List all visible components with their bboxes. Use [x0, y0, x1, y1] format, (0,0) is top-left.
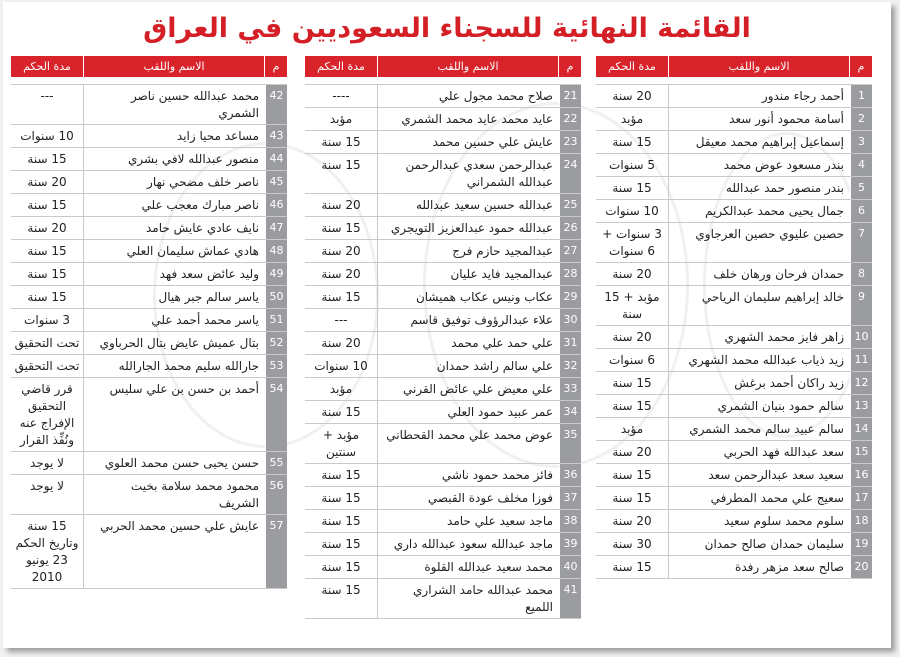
table-body [305, 84, 581, 619]
prisoner-name: هادي عماش سليمان العلي [83, 240, 265, 262]
table-row [305, 487, 581, 510]
row-number: 36 [559, 464, 581, 486]
prisoner-name: سعيد سعد عبدالرحمن سعد [668, 464, 850, 486]
header-num: م [264, 56, 287, 77]
prisoner-name: جمال يحيى محمد عبدالكريم [668, 200, 850, 222]
table-row [305, 154, 581, 194]
sentence-duration: 20 سنة [321, 336, 361, 350]
prisoner-name: جارالله سليم محمد الجارالله [83, 355, 265, 377]
prisoner-name: ماجد سعيد علي حامد [377, 510, 559, 532]
table-row [305, 378, 581, 401]
sentence-duration: 20 سنة [612, 514, 652, 528]
table-row [596, 108, 872, 131]
prisoner-name: زيد راكان أحمد برغش [668, 372, 850, 394]
sentence-duration: 15 سنة [321, 537, 361, 551]
table-row [596, 556, 872, 579]
sentence-duration: 20 سنة [27, 175, 67, 189]
row-number: 3 [850, 131, 872, 153]
sentence-duration: مؤبد + سنتين [322, 428, 360, 459]
row-number: 43 [265, 125, 287, 147]
sentence-duration: 15 سنة [321, 560, 361, 574]
table-row [11, 263, 287, 286]
table-row [596, 441, 872, 464]
prisoner-name: علي حمد علي محمد [377, 332, 559, 354]
table-row [305, 510, 581, 533]
table-row [305, 194, 581, 217]
table-row [596, 372, 872, 395]
sentence-duration: 3 سنوات [24, 313, 70, 327]
prisoner-name: زيد ذياب عبدالله محمد الشهري [668, 349, 850, 371]
table-row [305, 108, 581, 131]
prisoner-name: عوض محمد علي محمد القحطاني [377, 424, 559, 463]
prisoner-name: بندر مسعود عوض محمد [668, 154, 850, 176]
sentence-duration: 15 سنة [612, 399, 652, 413]
table-row [305, 131, 581, 154]
sentence-duration: 20 سنة [321, 244, 361, 258]
prisoner-name: محمد سعيد عبدالله القلوة [377, 556, 559, 578]
table-row [11, 309, 287, 332]
sentence-duration: 20 سنة [612, 89, 652, 103]
table-row [11, 332, 287, 355]
prisoner-name: صالح سعد مزهر رفدة [668, 556, 850, 578]
table-header [305, 56, 581, 77]
sentence-duration: 5 سنوات [609, 158, 655, 172]
sentence-duration: لا يوجد [30, 479, 64, 493]
sentence-duration: 20 سنة [321, 267, 361, 281]
prisoner-name: محمد عبدالله حامد الشراري اللميع [377, 579, 559, 618]
header-name: الاسم واللقب [377, 56, 558, 77]
table-row [596, 418, 872, 441]
row-number: 5 [850, 177, 872, 199]
row-number: 42 [265, 85, 287, 124]
prisoner-name: ياسر محمد أحمد علي [83, 309, 265, 331]
row-number: 52 [265, 332, 287, 354]
prisoner-name: حصين عليوي حصين العرجاوي [668, 223, 850, 262]
prisoner-name: فوزا مخلف عودة القبصي [377, 487, 559, 509]
prisoner-name: ناصر خلف مضحي نهار [83, 171, 265, 193]
sentence-duration: 15 سنة [612, 135, 652, 149]
sentence-duration: 15 سنة [612, 491, 652, 505]
sentence-duration: 15 سنة [27, 244, 67, 258]
prisoner-name: سعيج علي محمد المطرفي [668, 487, 850, 509]
table-row [596, 200, 872, 223]
prisoner-name: عايش علي حسين محمد [377, 131, 559, 153]
table-row [596, 395, 872, 418]
sentence-duration: 15 سنة [321, 135, 361, 149]
sentence-duration: قرر قاضي التحقيق الإفراج عنه ونُفِّذ القرار [19, 382, 75, 447]
row-number: 9 [850, 286, 872, 325]
prisoner-name: عبدالمجيد حازم فرج [377, 240, 559, 262]
header-duration: مدة الحكم [317, 60, 365, 73]
sentence-duration: 15 سنة [321, 468, 361, 482]
table-row [11, 240, 287, 263]
sentence-duration: 15 سنة [27, 152, 67, 166]
row-number: 1 [850, 85, 872, 107]
sentence-duration: 15 سنة [612, 468, 652, 482]
row-number: 32 [559, 355, 581, 377]
table-row [11, 515, 287, 589]
row-number: 25 [559, 194, 581, 216]
prisoner-name: نايف عادي عايش حامد [83, 217, 265, 239]
table-body [596, 84, 872, 579]
table-row [596, 263, 872, 286]
table-row [305, 217, 581, 240]
row-number: 23 [559, 131, 581, 153]
row-number: 47 [265, 217, 287, 239]
sentence-duration: 15 سنة [321, 583, 361, 597]
row-number: 40 [559, 556, 581, 578]
table-body [11, 84, 287, 589]
table-row [596, 464, 872, 487]
sentence-duration: 15 سنة [27, 198, 67, 212]
sentence-duration: 20 سنة [27, 221, 67, 235]
prisoner-name: عكاب ونيس عكاب هميشان [377, 286, 559, 308]
row-number: 34 [559, 401, 581, 423]
row-number: 38 [559, 510, 581, 532]
sentence-duration: 15 سنة [321, 514, 361, 528]
table-row [305, 464, 581, 487]
prisoner-name: عبدالله حسين سعيد عبدالله [377, 194, 559, 216]
prisoner-name: علي معيض علي عائض القرني [377, 378, 559, 400]
table-row [596, 326, 872, 349]
header-name: الاسم واللقب [83, 56, 264, 77]
table-row [596, 286, 872, 326]
sentence-duration: مؤبد [329, 112, 353, 126]
table-row [596, 223, 872, 263]
table-row [596, 349, 872, 372]
sentence-duration: 15 سنة [612, 181, 652, 195]
table-row [11, 217, 287, 240]
row-number: 55 [265, 452, 287, 474]
prisoner-name: حسن يحيى حسن محمد العلوي [83, 452, 265, 474]
row-number: 30 [559, 309, 581, 331]
table-row [305, 355, 581, 378]
prisoner-name: أسامة محمود أنور سعد [668, 108, 850, 130]
table-row [596, 510, 872, 533]
prisoner-name: سالم حمود بنيان الشمري [668, 395, 850, 417]
header-num: م [558, 56, 581, 77]
table-row [305, 332, 581, 355]
row-number: 50 [265, 286, 287, 308]
prisoner-name: إسماعيل إبراهيم محمد معيقل [668, 131, 850, 153]
row-number: 37 [559, 487, 581, 509]
sentence-duration: 10 سنوات [314, 359, 368, 373]
sentence-duration: 15 سنة وتاريخ الحكم 23 يونيو 2010 [15, 519, 79, 584]
row-number: 6 [850, 200, 872, 222]
row-number: 21 [559, 85, 581, 107]
table-row [11, 378, 287, 452]
sentence-duration: 15 سنة [612, 376, 652, 390]
sentence-duration: 20 سنة [612, 330, 652, 344]
row-number: 17 [850, 487, 872, 509]
prisoner-name: أحمد بن حسن بن علي سليس [83, 378, 265, 451]
table-column-2 [305, 56, 581, 619]
table-row [11, 286, 287, 309]
row-number: 14 [850, 418, 872, 440]
row-number: 2 [850, 108, 872, 130]
row-number: 44 [265, 148, 287, 170]
sentence-duration: 10 سنوات [605, 204, 659, 218]
row-number: 11 [850, 349, 872, 371]
prisoner-name: منصور عبدالله لافي بشري [83, 148, 265, 170]
row-number: 54 [265, 378, 287, 451]
sentence-duration: 15 سنة [321, 491, 361, 505]
header-name: الاسم واللقب [668, 56, 849, 77]
sentence-duration: تحت التحقيق [14, 336, 80, 350]
prisoner-name: بندر منصور حمد عبدالله [668, 177, 850, 199]
sentence-duration: 20 سنة [612, 445, 652, 459]
row-number: 53 [265, 355, 287, 377]
row-number: 15 [850, 441, 872, 463]
prisoner-name: زاهر فايز محمد الشهري [668, 326, 850, 348]
sentence-duration: --- [334, 313, 348, 327]
row-number: 12 [850, 372, 872, 394]
table-row [596, 131, 872, 154]
row-number: 48 [265, 240, 287, 262]
row-number: 22 [559, 108, 581, 130]
table-row [11, 171, 287, 194]
sentence-duration: 10 سنوات [20, 129, 74, 143]
sentence-duration: 6 سنوات [609, 353, 655, 367]
row-number: 27 [559, 240, 581, 262]
table-row [596, 154, 872, 177]
row-number: 18 [850, 510, 872, 532]
row-number: 10 [850, 326, 872, 348]
table-row [11, 452, 287, 475]
prisoner-name: محمد عبدالله حسين ناصر الشمري [83, 85, 265, 124]
sentence-duration: مؤبد [620, 422, 644, 436]
sentence-duration: ---- [332, 89, 350, 103]
row-number: 16 [850, 464, 872, 486]
prisoner-name: وليد عائض سعد فهد [83, 263, 265, 285]
prisoner-name: عبدالله حمود عبدالعزيز التويجري [377, 217, 559, 239]
prisoner-name: عايد محمد عايد محمد الشمري [377, 108, 559, 130]
sentence-duration: مؤبد [329, 382, 353, 396]
header-duration: مدة الحكم [608, 60, 656, 73]
table-row [596, 177, 872, 200]
sentence-duration: 30 سنة [612, 537, 652, 551]
sentence-duration: 15 سنة [321, 221, 361, 235]
prisoner-name: خالد إبراهيم سليمان الرياحي [668, 286, 850, 325]
header-duration: مدة الحكم [23, 60, 71, 73]
row-number: 46 [265, 194, 287, 216]
row-number: 41 [559, 579, 581, 618]
row-number: 49 [265, 263, 287, 285]
table-row [305, 263, 581, 286]
sentence-duration: 3 سنوات + 6 سنوات [602, 227, 662, 258]
page-title: القائمة النهائية للسجناء السعوديين في العراق [143, 13, 751, 44]
row-number: 35 [559, 424, 581, 463]
row-number: 8 [850, 263, 872, 285]
table-row [305, 240, 581, 263]
prisoner-name: عمر عبيد حمود العلي [377, 401, 559, 423]
table-row [305, 424, 581, 464]
sentence-duration: 15 سنة [612, 560, 652, 574]
row-number: 26 [559, 217, 581, 239]
table-row [305, 556, 581, 579]
header-num: م [849, 56, 872, 77]
sentence-duration: تحت التحقيق [14, 359, 80, 373]
table-row [305, 401, 581, 424]
prisoner-name: سليمان حمدان صالح حمدان [668, 533, 850, 555]
sentence-duration: 15 سنة [321, 405, 361, 419]
row-number: 24 [559, 154, 581, 193]
prisoner-name: سالم عبيد سالم محمد الشمري [668, 418, 850, 440]
prisoner-name: عبدالمجيد فايد عليان [377, 263, 559, 285]
sentence-duration: 15 سنة [27, 290, 67, 304]
table-header [11, 56, 287, 77]
sentence-duration: 20 سنة [612, 267, 652, 281]
sentence-duration: 15 سنة [321, 290, 361, 304]
prisoner-name: سعد عبدالله فهد الحربي [668, 441, 850, 463]
prisoner-name: عايش علي حسين محمد الحربي [83, 515, 265, 588]
table-row [11, 194, 287, 217]
table-row [305, 85, 581, 108]
prisoner-name: فائز محمد حمود ناشي [377, 464, 559, 486]
row-number: 56 [265, 475, 287, 514]
table-row [11, 85, 287, 125]
table-row [305, 579, 581, 619]
prisoner-name: ماجد عبدالله سعود عبدالله داري [377, 533, 559, 555]
table-row [11, 355, 287, 378]
table-row [596, 85, 872, 108]
table-column-3 [11, 56, 287, 589]
prisoner-name: أحمد رجاء مندور [668, 85, 850, 107]
sentence-duration: --- [40, 89, 54, 103]
table-row [596, 533, 872, 556]
prisoner-name: ياسر سالم جبر هيال [83, 286, 265, 308]
table-column-1 [596, 56, 872, 579]
row-number: 39 [559, 533, 581, 555]
sentence-duration: مؤبد [620, 112, 644, 126]
sentence-duration: 15 سنة [27, 267, 67, 281]
row-number: 45 [265, 171, 287, 193]
prisoner-name: بتال عميش عايض بتال الحرباوي [83, 332, 265, 354]
table-row [11, 475, 287, 515]
row-number: 57 [265, 515, 287, 588]
prisoner-name: علاء عبدالرؤوف توفيق قاسم [377, 309, 559, 331]
row-number: 29 [559, 286, 581, 308]
prisoner-name: حمدان فرحان ورهان خلف [668, 263, 850, 285]
prisoner-name: صلاح محمد مجول علي [377, 85, 559, 107]
row-number: 28 [559, 263, 581, 285]
row-number: 20 [850, 556, 872, 578]
table-header [596, 56, 872, 77]
row-number: 33 [559, 378, 581, 400]
document-sheet [3, 2, 891, 648]
sentence-duration: مؤبد + 15 سنة [604, 290, 660, 321]
prisoner-name: علي سالم راشد حمدان [377, 355, 559, 377]
table-row [305, 309, 581, 332]
sentence-duration: 20 سنة [321, 198, 361, 212]
row-number: 31 [559, 332, 581, 354]
prisoner-name: سلوم محمد سلوم سعيد [668, 510, 850, 532]
table-row [11, 148, 287, 171]
row-number: 51 [265, 309, 287, 331]
row-number: 4 [850, 154, 872, 176]
row-number: 19 [850, 533, 872, 555]
row-number: 13 [850, 395, 872, 417]
prisoner-name: عبدالرحمن سعدي عبدالرحمن عبدالله الشمراني [377, 154, 559, 193]
table-row [305, 286, 581, 309]
prisoner-name: مساعد محيا زايد [83, 125, 265, 147]
row-number: 7 [850, 223, 872, 262]
table-row [596, 487, 872, 510]
table-row [305, 533, 581, 556]
prisoner-name: ناصر مبارك معجب علي [83, 194, 265, 216]
prisoner-name: محمود محمد سلامة بخيت الشريف [83, 475, 265, 514]
table-row [11, 125, 287, 148]
sentence-duration: 15 سنة [321, 158, 361, 172]
sentence-duration: لا يوجد [30, 456, 64, 470]
